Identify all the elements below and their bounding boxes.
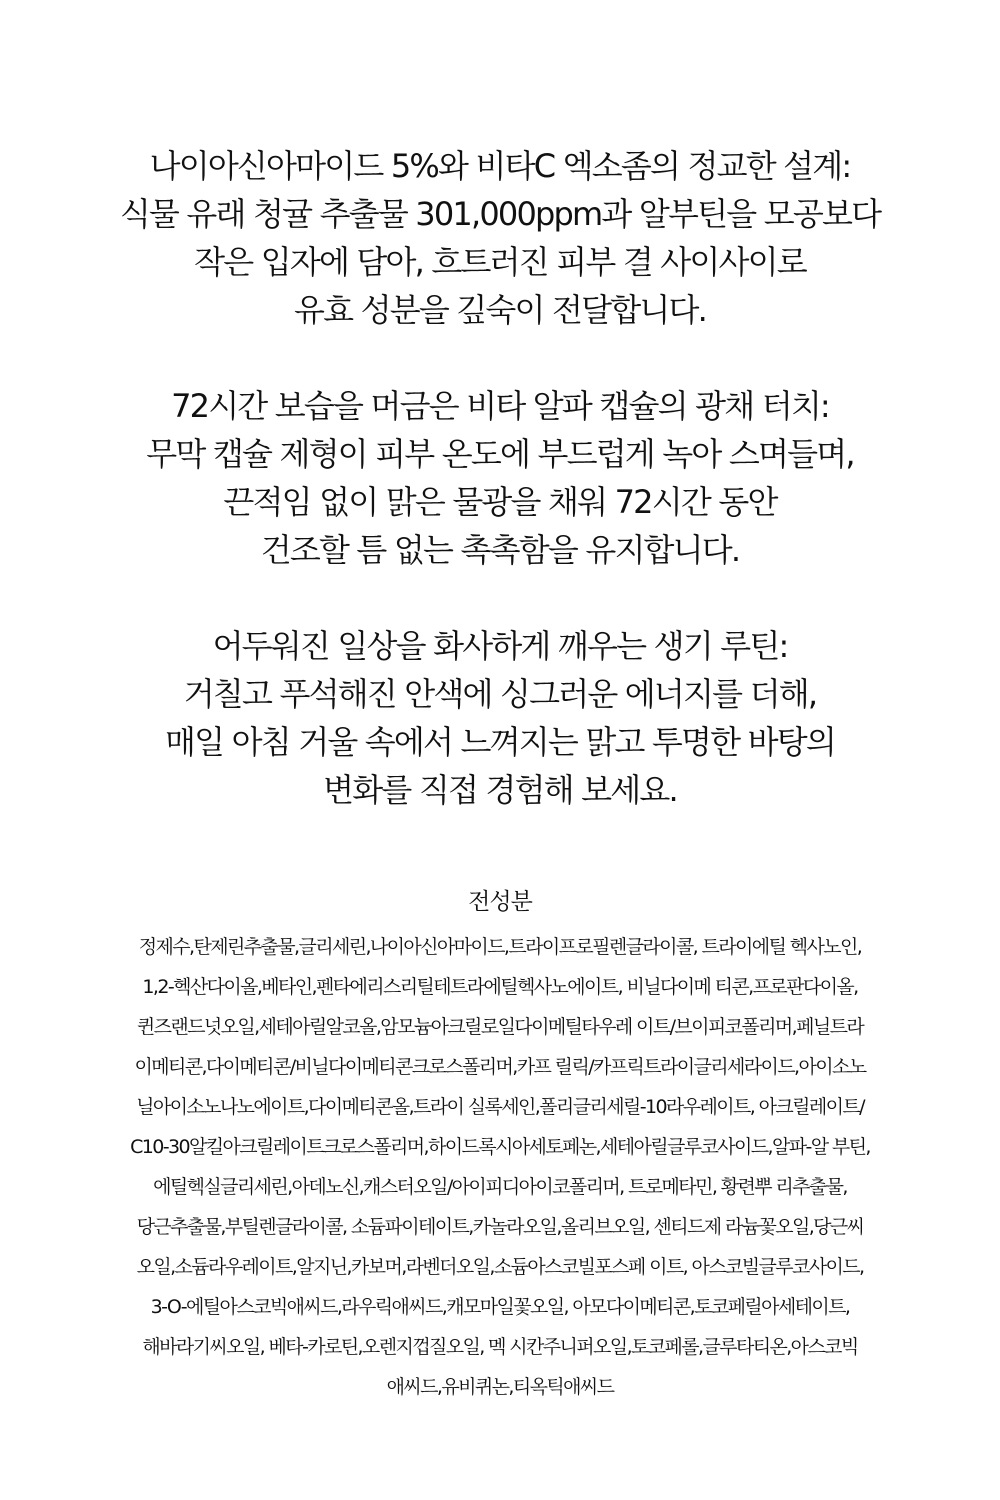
- ingredients-list: [40, 927, 960, 1407]
- paragraph-vitamin-c-design: [0, 142, 1000, 334]
- paragraph-line: 72시간 보습을 머금은 비타 알파 캡슐의 광채 터치:: [171, 387, 829, 425]
- ingredients-title: 전성분: [468, 889, 532, 915]
- ingredients-section: [40, 877, 960, 1407]
- ingredients-line: 에틸헥실글리세린,아데노신,캐스터오일/아이피디아이코폴리머, 트로메타민, 황련뿌 리추출물,: [153, 1176, 847, 1198]
- paragraph-line: 건조할 틈 없는 촉촉함을 유지합니다.: [260, 531, 740, 569]
- ingredients-line: 이메티콘,다이메티콘/비닐다이메티콘크로스폴리머,카프 릴릭/카프릭트라이글리세라이드,아이소노: [134, 1056, 866, 1078]
- ingredients-line: 닐아이소노나노에이트,다이메티콘올,트라이 실록세인,폴리글리세릴-10라우레이트, 아크릴레이트/: [136, 1096, 864, 1118]
- paragraph-line: 유효 성분을 깊숙이 전달합니다.: [294, 291, 706, 329]
- ingredients-line: 퀸즈랜드넛오일,세테아릴알코올,암모늄아크릴로일다이메틸타우레 이트/브이피코폴리머,페닐트라: [136, 1016, 864, 1038]
- paragraph-line: 식물 유래 청귤 추출물 301,000ppm과 알부틴을 모공보다: [119, 195, 881, 233]
- ingredients-line: 3-O-에틸아스코빅애씨드,라우릭애씨드,캐모마일꽃오일, 아모다이메티콘,토코페릴아세테이트,: [150, 1296, 850, 1318]
- paragraph-radiance-routine: [0, 622, 1000, 814]
- paragraph-line: 작은 입자에 담아, 흐트러진 피부 결 사이사이로: [194, 243, 806, 281]
- paragraph-line: 끈적임 없이 맑은 물광을 채워 72시간 동안: [223, 483, 777, 521]
- paragraph-line: 나이아신아마이드 5%와 비타C 엑소좀의 정교한 설계:: [149, 147, 851, 185]
- paragraph-line: 매일 아침 거울 속에서 느껴지는 맑고 투명한 바탕의: [165, 723, 835, 761]
- ingredients-line: 애씨드,유비퀴논,티옥틱애씨드: [386, 1376, 614, 1398]
- ingredients-line: 오일,소듐라우레이트,알지닌,카보머,라벤더오일,소듐아스코빌포스페 이트, 아스코빌글루코사이드,: [136, 1256, 864, 1278]
- paragraph-line: 무막 캡슐 제형이 피부 온도에 부드럽게 녹아 스며들며,: [146, 435, 854, 473]
- ingredients-line: 정제수,탄제린추출물,글리세린,나이아신아마이드,트라이프로필렌글라이콜, 트라이에틸 헥사노인,: [138, 936, 862, 958]
- paragraph-line: 어두워진 일상을 화사하게 깨우는 생기 루틴:: [212, 627, 788, 665]
- intro-copy: [0, 142, 1000, 862]
- ingredients-line: 해바라기씨오일, 베타-카로틴,오렌지껍질오일, 멕 시칸주니퍼오일,토코페롤,글루타티온,아스코빅: [142, 1336, 858, 1358]
- paragraph-moisture-capsule: [0, 382, 1000, 574]
- ingredients-line: 당근추출물,부틸렌글라이콜, 소듐파이테이트,카놀라오일,올리브오일, 센티드제 라늄꽃오일,당근씨: [136, 1216, 864, 1238]
- ingredients-line: 1,2-헥산다이올,베타인,펜타에리스리틸테트라에틸헥사노에이트, 비닐다이메 티콘,프로판다이올,: [142, 976, 858, 998]
- paragraph-line: 변화를 직접 경험해 보세요.: [323, 771, 677, 809]
- ingredients-line: C10-30알킬아크릴레이트크로스폴리머,하이드록시아세토페논,세테아릴글루코사이드,알파-알 부틴,: [130, 1136, 870, 1158]
- paragraph-line: 거칠고 푸석해진 안색에 싱그러운 에너지를 더해,: [183, 675, 817, 713]
